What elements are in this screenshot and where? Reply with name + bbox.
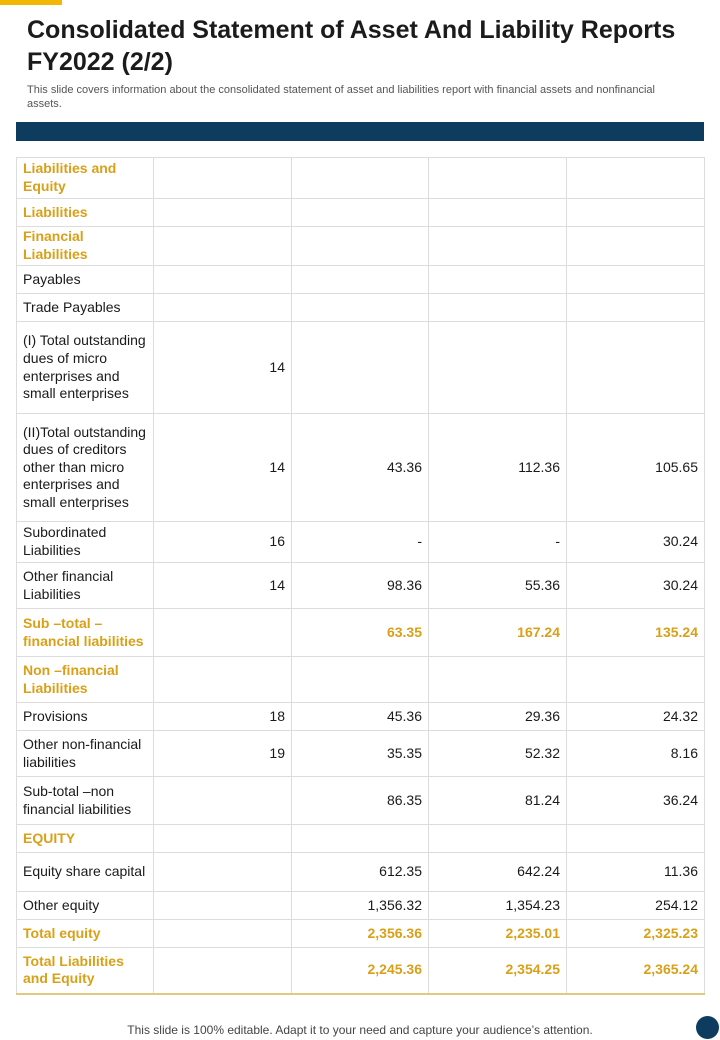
value-cell-3 xyxy=(567,266,705,294)
value-cell-3: 2,325.23 xyxy=(567,920,705,948)
value-cell-3 xyxy=(567,322,705,414)
value-cell-1: 98.36 xyxy=(292,563,429,609)
value-cell-1 xyxy=(292,199,429,227)
value-cell-2: 55.36 xyxy=(429,563,567,609)
value-cell-2 xyxy=(429,227,567,266)
value-cell-2 xyxy=(429,322,567,414)
value-cell-2: - xyxy=(429,522,567,563)
value-cell-3 xyxy=(567,227,705,266)
row-label: Trade Payables xyxy=(17,294,154,322)
value-cell-2: 2,235.01 xyxy=(429,920,567,948)
table-row xyxy=(17,227,705,266)
value-cell-3: 135.24 xyxy=(567,609,705,657)
value-cell-3: 36.24 xyxy=(567,777,705,825)
table-row xyxy=(17,892,705,920)
statement-table xyxy=(16,157,705,995)
row-label: EQUITY xyxy=(17,825,154,853)
table-row xyxy=(17,199,705,227)
value-cell-3: 254.12 xyxy=(567,892,705,920)
value-cell-1: 63.35 xyxy=(292,609,429,657)
row-label: Equity share capital xyxy=(17,853,154,892)
value-cell-2: 642.24 xyxy=(429,853,567,892)
page-subtitle: This slide covers information about the consolidated statement of asset and liabilities report with financial assets and nonfinancial assets. xyxy=(27,84,655,110)
note-cell xyxy=(154,158,292,199)
value-cell-3: 105.65 xyxy=(567,414,705,522)
note-cell xyxy=(154,266,292,294)
table-row xyxy=(17,158,705,199)
footer-note: This slide is 100% editable. Adapt it to your need and capture your audience’s attention. xyxy=(127,1023,593,1037)
row-label: Financial Liabilities xyxy=(17,227,154,266)
table-row xyxy=(17,322,705,414)
table-row xyxy=(17,920,705,948)
value-cell-2 xyxy=(429,825,567,853)
value-cell-2 xyxy=(429,199,567,227)
row-label: Total equity xyxy=(17,920,154,948)
row-label: Payables xyxy=(17,266,154,294)
value-cell-3 xyxy=(567,825,705,853)
note-cell: 19 xyxy=(154,731,292,777)
value-cell-2: 81.24 xyxy=(429,777,567,825)
value-cell-2 xyxy=(429,266,567,294)
value-cell-1 xyxy=(292,322,429,414)
note-cell xyxy=(154,892,292,920)
note-cell xyxy=(154,825,292,853)
table-row xyxy=(17,414,705,522)
table-row xyxy=(17,657,705,703)
value-cell-1: 612.35 xyxy=(292,853,429,892)
top-accent-bar xyxy=(0,0,62,5)
row-label: Other non-financial liabilities xyxy=(17,731,154,777)
value-cell-2 xyxy=(429,657,567,703)
table-header-band xyxy=(16,122,704,141)
row-label: Other equity xyxy=(17,892,154,920)
value-cell-1 xyxy=(292,294,429,322)
value-cell-3: 24.32 xyxy=(567,703,705,731)
row-label: Non –financial Liabilities xyxy=(17,657,154,703)
table-row xyxy=(17,777,705,825)
value-cell-1: 35.35 xyxy=(292,731,429,777)
note-cell: 14 xyxy=(154,322,292,414)
value-cell-3: 11.36 xyxy=(567,853,705,892)
row-label: Liabilities xyxy=(17,199,154,227)
note-cell: 16 xyxy=(154,522,292,563)
value-cell-1 xyxy=(292,266,429,294)
value-cell-2: 1,354.23 xyxy=(429,892,567,920)
value-cell-3: 30.24 xyxy=(567,522,705,563)
value-cell-1 xyxy=(292,227,429,266)
table-row xyxy=(17,294,705,322)
value-cell-2 xyxy=(429,158,567,199)
row-label: Provisions xyxy=(17,703,154,731)
value-cell-1 xyxy=(292,158,429,199)
row-label: Subordinated Liabilities xyxy=(17,522,154,563)
note-cell xyxy=(154,609,292,657)
value-cell-2: 52.32 xyxy=(429,731,567,777)
value-cell-1: 2,245.36 xyxy=(292,948,429,994)
value-cell-1: 43.36 xyxy=(292,414,429,522)
value-cell-1: 2,356.36 xyxy=(292,920,429,948)
note-cell xyxy=(154,294,292,322)
table-row xyxy=(17,853,705,892)
value-cell-3 xyxy=(567,158,705,199)
value-cell-2: 167.24 xyxy=(429,609,567,657)
value-cell-2 xyxy=(429,294,567,322)
value-cell-2: 2,354.25 xyxy=(429,948,567,994)
value-cell-1: 1,356.32 xyxy=(292,892,429,920)
value-cell-3: 8.16 xyxy=(567,731,705,777)
table-row xyxy=(17,825,705,853)
page-indicator-dot xyxy=(696,1016,719,1039)
row-label: Sub-total –non financial liabilities xyxy=(17,777,154,825)
value-cell-1: 86.35 xyxy=(292,777,429,825)
note-cell xyxy=(154,657,292,703)
value-cell-3: 2,365.24 xyxy=(567,948,705,994)
table-row xyxy=(17,609,705,657)
row-label: Other financial Liabilities xyxy=(17,563,154,609)
table-row xyxy=(17,563,705,609)
value-cell-1: - xyxy=(292,522,429,563)
row-label: (II)Total outstanding dues of creditors other than micro enterprises and small enterprises xyxy=(17,414,154,522)
value-cell-3 xyxy=(567,294,705,322)
table-row xyxy=(17,948,705,994)
note-cell xyxy=(154,227,292,266)
page-title: Consolidated Statement of Asset And Liability Reports FY2022 (2/2) xyxy=(27,16,676,76)
table-row xyxy=(17,703,705,731)
value-cell-1 xyxy=(292,825,429,853)
note-cell xyxy=(154,853,292,892)
note-cell xyxy=(154,777,292,825)
row-label: (I) Total outstanding dues of micro enterprises and small enterprises xyxy=(17,322,154,414)
table-row xyxy=(17,266,705,294)
note-cell: 14 xyxy=(154,563,292,609)
row-label: Total Liabilities and Equity xyxy=(17,948,154,994)
value-cell-3 xyxy=(567,199,705,227)
row-label: Liabilities and Equity xyxy=(17,158,154,199)
note-cell: 14 xyxy=(154,414,292,522)
note-cell xyxy=(154,199,292,227)
row-label: Sub –total – financial liabilities xyxy=(17,609,154,657)
note-cell xyxy=(154,948,292,994)
value-cell-2: 112.36 xyxy=(429,414,567,522)
note-cell: 18 xyxy=(154,703,292,731)
value-cell-3: 30.24 xyxy=(567,563,705,609)
table-row xyxy=(17,731,705,777)
value-cell-3 xyxy=(567,657,705,703)
value-cell-1: 45.36 xyxy=(292,703,429,731)
note-cell xyxy=(154,920,292,948)
value-cell-1 xyxy=(292,657,429,703)
value-cell-2: 29.36 xyxy=(429,703,567,731)
table-row xyxy=(17,522,705,563)
